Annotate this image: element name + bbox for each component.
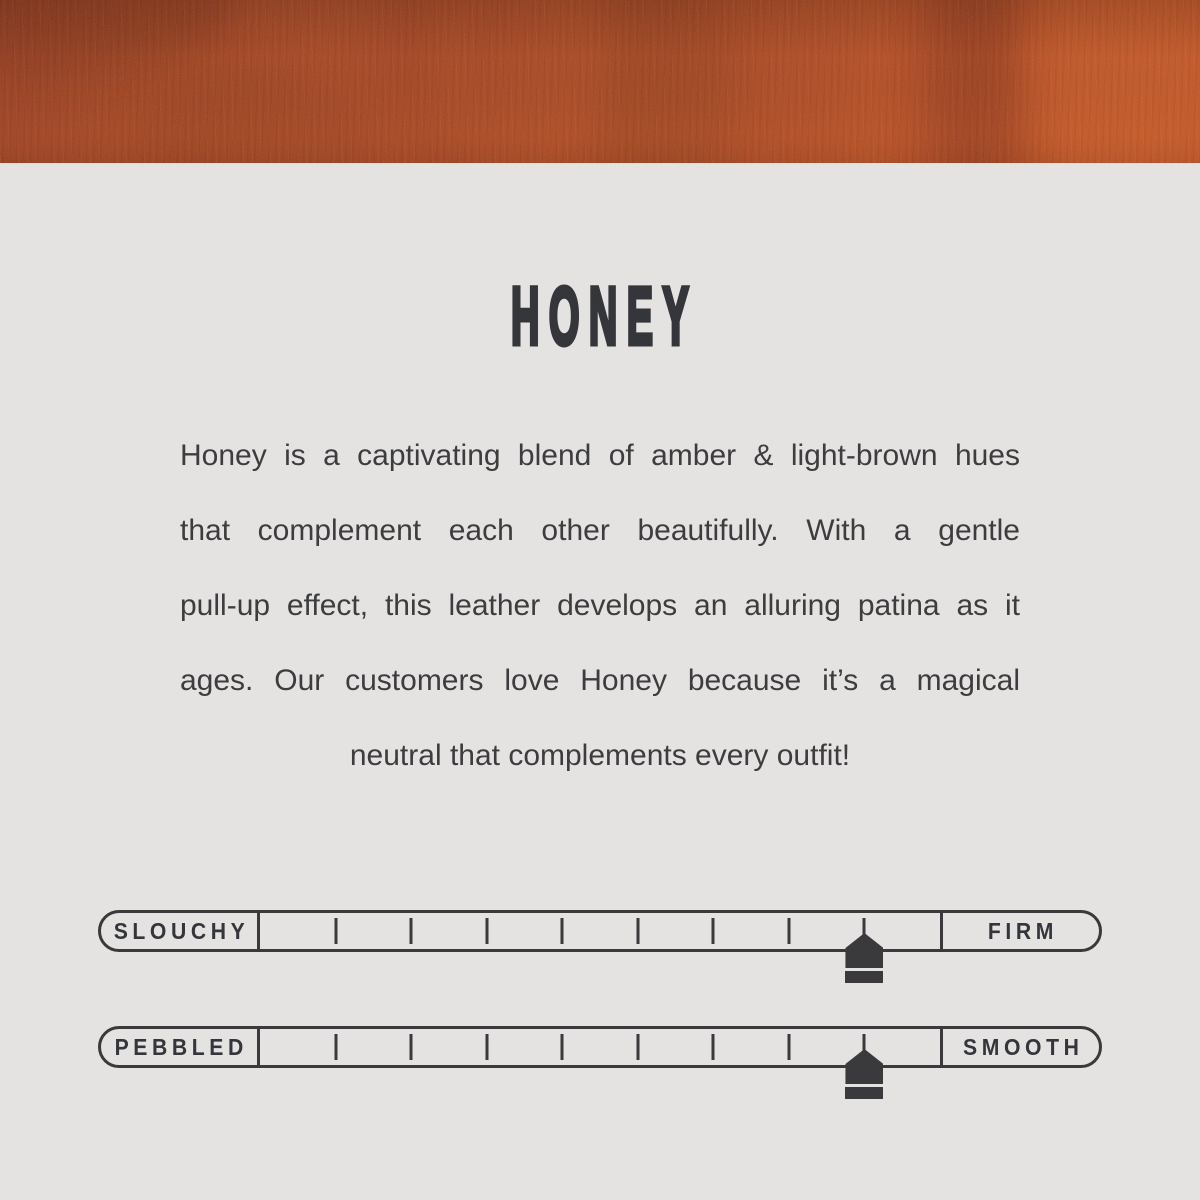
marker-base (845, 1087, 883, 1099)
color-description (180, 418, 1020, 793)
slider-left-section (101, 913, 260, 949)
slider-marker-pin-icon (845, 1029, 883, 1099)
tick-mark (334, 1034, 337, 1060)
page-title (0, 271, 1200, 362)
tick-mark (410, 918, 413, 944)
tick-mark (787, 1034, 790, 1060)
description-line: pull-up effect, this leather develops an alluring patina as it (180, 589, 1020, 622)
slider-right-label: FIRM (988, 917, 1059, 944)
slider-scale (260, 1029, 940, 1065)
description-line: that complement each other beautifully. With a gentle (180, 514, 1020, 547)
marker-arrow (845, 933, 883, 968)
page-title-text: HONEY (511, 271, 699, 362)
description-line: ages. Our customers love Honey because it’s a magical (180, 664, 1020, 697)
leather-swatch-image (0, 0, 1200, 163)
slider-pebbled-smooth (98, 1026, 1102, 1098)
slider-scale (260, 913, 940, 949)
marker-base (845, 971, 883, 983)
slider-left-label: SLOUCHY (113, 917, 250, 944)
tick-mark (485, 1034, 488, 1060)
slider-left-label: PEBBLED (114, 1033, 248, 1060)
slider-right-label: SMOOTH (963, 1033, 1084, 1060)
description-line: Honey is a captivating blend of amber & light-brown hues (180, 439, 1020, 472)
tick-mark (410, 1034, 413, 1060)
leather-grain-overlay (0, 0, 1200, 163)
slider-track (98, 910, 1102, 952)
tick-mark (636, 1034, 639, 1060)
tick-mark (712, 1034, 715, 1060)
slider-marker-pin-icon (845, 913, 883, 983)
slider-track (98, 1026, 1102, 1068)
tick-mark (712, 918, 715, 944)
tick-mark (787, 918, 790, 944)
slider-right-section (940, 913, 1099, 949)
slider-left-section (101, 1029, 260, 1065)
slider-slouchy-firm (98, 910, 1102, 982)
slider-right-section (940, 1029, 1099, 1065)
tick-mark (636, 918, 639, 944)
tick-mark (334, 918, 337, 944)
tick-mark (561, 918, 564, 944)
tick-mark (485, 918, 488, 944)
tick-mark (561, 1034, 564, 1060)
description-line: neutral that complements every outfit! (349, 739, 851, 772)
marker-arrow (845, 1049, 883, 1084)
